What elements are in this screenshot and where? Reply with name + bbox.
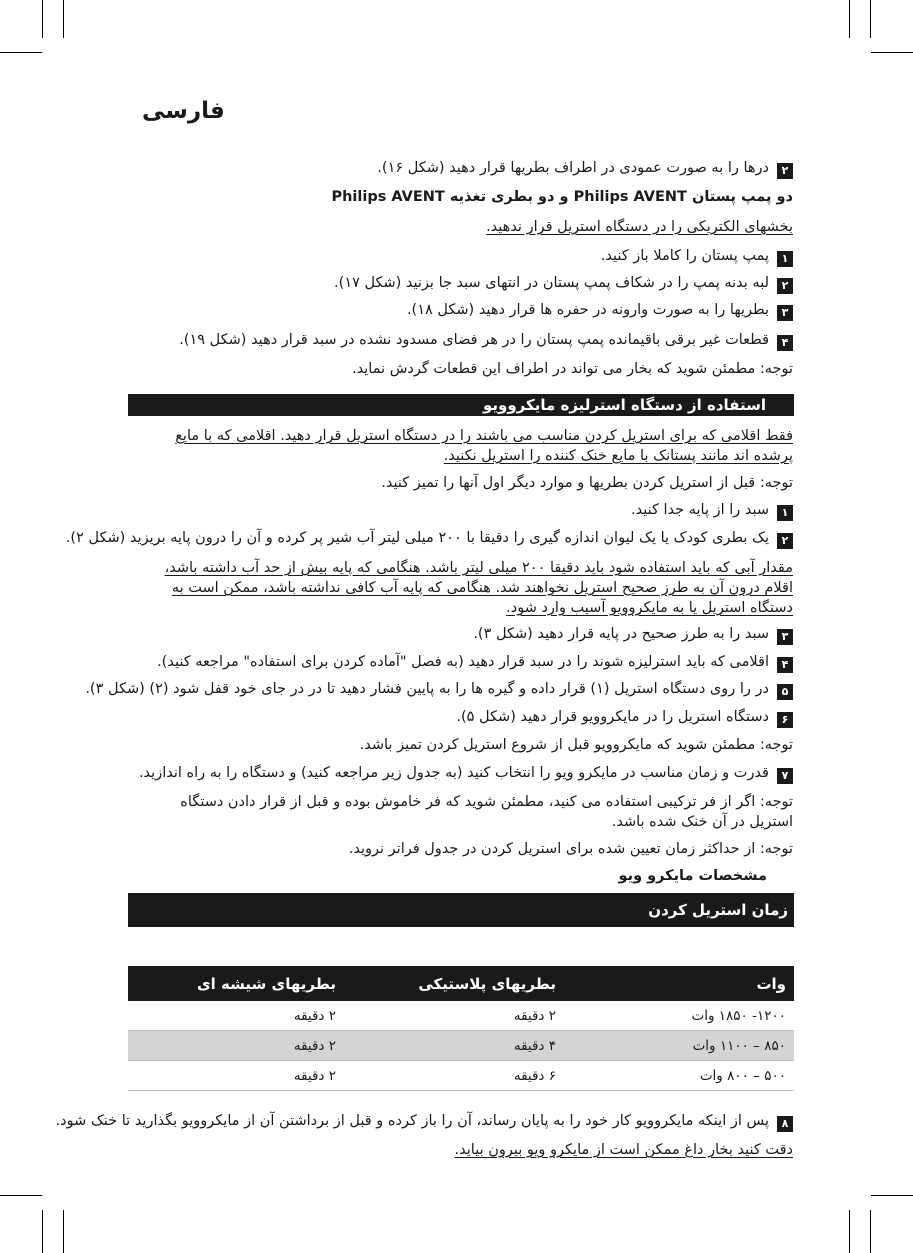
- crop-mark: [871, 52, 913, 53]
- step-3: [473, 624, 793, 645]
- crop-mark: [849, 1210, 850, 1253]
- step-text: بطریها را به صورت وارونه در حفره ها قرار دهید (شکل ۱۸).: [406, 302, 769, 318]
- table-cell: ۵۰۰ – ۸۰۰ وات: [699, 1067, 786, 1084]
- note-steam: توجه: مطمئن شوید که بخار می تواند در اطراف این قطعات گردش نماید.: [352, 361, 793, 377]
- step-text: در را روی دستگاه استریل (۱) قرار داده و گیره ها را به پایین فشار دهید تا در در جای خود قفل شود (۲) (شکل ۳).: [85, 681, 769, 697]
- step-2: [334, 273, 793, 294]
- step-text: قدرت و زمان مناسب در مایکرو ویو را انتخاب کنید (به جدول زیر مراجعه کنید) و دستگاه را به راه اندازید.: [138, 765, 769, 781]
- warning-electrical: بخشهای الکتریکی را در دستگاه استریل قرار ندهید.: [486, 219, 793, 235]
- step-text: قطعات غیر برقی باقیمانده پمپ پستان را در هر فضای مسدود نشده در سبد قرار دهید (شکل ۱۹).: [179, 332, 769, 348]
- table-cell: ۶ دقیقه: [513, 1067, 556, 1084]
- table-cell: ۸۵۰ – ۱۱۰۰ وات: [692, 1037, 786, 1054]
- note-clean-microwave: توجه: مطمئن شوید که مایکروویو قبل از شروع استریل کردن تمیز باشد.: [359, 737, 793, 753]
- step-number: ۲: [777, 533, 793, 549]
- step-1: [631, 500, 793, 521]
- note-max-time: توجه: از حداکثر زمان تعیین شده برای استریل کردن در جدول فراتر نروید.: [348, 841, 793, 857]
- subheading-breast-pumps: دو پمپ پستان Philips AVENT و دو بطری تغذیه Philips AVENT: [331, 189, 793, 205]
- warning-water-amount: مقدار آبی که باید استفاده شود باید دقیقا ۲۰۰ میلی لیتر باشد. هنگامی که پایه بیش از حد آب داشته باشد، اقلام درون آن به طرز صحیح استریل نخواهند شد. هنگامی که پایه آب کافی نداشته باشد، ممکن است به دستگاه استریل یا به مایکروویو آسیب وارد شود.: [164, 560, 793, 616]
- section-heading: [128, 394, 794, 416]
- table-cell: ۱۲۰۰- ۱۸۵۰ وات: [691, 1007, 786, 1024]
- table-row: [128, 1001, 794, 1031]
- crop-mark: [870, 0, 871, 38]
- step-text: لبه بدنه پمپ را در شکاف پمپ پستان در انتهای سبد جا بزنید (شکل ۱۷).: [334, 275, 769, 291]
- step-number: ۵: [777, 684, 793, 700]
- sterilisation-time-table: [128, 966, 794, 1091]
- crop-mark: [871, 1195, 913, 1196]
- step-text: اقلامی که باید استرلیزه شوند را در سبد قرار دهید (به فصل "آماده کردن برای استفاده" مراجعه کنید).: [157, 654, 769, 670]
- step-1: [601, 246, 793, 267]
- step-4: [179, 330, 793, 351]
- table-cell: ۲ دقیقه: [293, 1007, 336, 1024]
- step-number: ۱: [777, 505, 793, 521]
- crop-mark: [42, 0, 43, 38]
- step-text: سبد را به طرز صحیح در پایه قرار دهید (شکل ۳).: [473, 626, 769, 642]
- step-number: ۷: [777, 768, 793, 784]
- note-combination-oven: توجه: اگر از فر ترکیبی استفاده می کنید، مطمئن شوید که فر خاموش بوده و قبل از قرار دادن دستگاه استریل در آن خنک شده باشد.: [180, 794, 793, 830]
- section-heading-text: استفاده از دستگاه استرلیزه مایکروویو: [482, 396, 766, 414]
- crop-mark: [849, 0, 850, 38]
- crop-mark: [0, 52, 42, 53]
- section-heading-text: زمان استریل کردن: [648, 901, 788, 919]
- step-text: پمپ پستان را کاملا باز کنید.: [600, 248, 769, 264]
- step-number: ۸: [777, 1116, 793, 1132]
- table-cell: ۲ دقیقه: [513, 1007, 556, 1024]
- crop-mark: [42, 1210, 43, 1253]
- warning-hot-steam: دقت کنید بخار داغ ممکن است از مایکرو ویو بیرون بیاید.: [454, 1142, 793, 1158]
- step-8: [56, 1111, 793, 1132]
- step-number: ۴: [777, 335, 793, 351]
- step-7: [139, 763, 793, 784]
- step-number: ۱: [777, 251, 793, 267]
- step-text: پس از اینکه مایکروویو کار خود را به پایان رساند، آن را باز کرده و قبل از برداشتن آن از مایکروویو بگذارید تا خنک شود.: [55, 1113, 769, 1129]
- step-number: ۳: [777, 629, 793, 645]
- table-header: [128, 966, 794, 1001]
- step-text: سبد را از پایه جدا کنید.: [631, 502, 769, 518]
- step-number: ۲: [777, 163, 793, 179]
- warning-suitable-items: فقط اقلامی که برای استریل کردن مناسب می باشند را در دستگاه استریل قرار دهید. اقلامی که با مایع پرشده اند مانند پستانک با مایع خنک کننده را استریل نکنید.: [175, 428, 793, 464]
- step-number: ۲: [777, 278, 793, 294]
- step-6: [456, 707, 793, 728]
- step-2: [66, 528, 793, 549]
- note-clean: توجه: قبل از استریل کردن بطریها و موارد دیگر اول آنها را تمیز کنید.: [381, 475, 793, 491]
- step-5: [85, 679, 793, 700]
- step-text: دستگاه استریل را در مایکروویو قرار دهید (شکل ۵).: [456, 709, 769, 725]
- table-cell: ۲ دقیقه: [293, 1037, 336, 1054]
- step-text: یک بطری کودک یا یک لیوان اندازه گیری را دقیقا با ۲۰۰ میلی لیتر آب شیر پر کرده و آن را درون پایه بریزید (شکل ۲).: [65, 530, 769, 546]
- crop-mark: [0, 1195, 42, 1196]
- table-header-cell: وات: [756, 974, 786, 993]
- section-heading: [128, 893, 794, 927]
- step-number: ۳: [777, 305, 793, 321]
- table-cell: ۲ دقیقه: [293, 1067, 336, 1084]
- table-header-cell: بطریهای شیشه ای: [196, 974, 336, 993]
- step-3: [407, 300, 793, 321]
- table-header-cell: بطریهای پلاستیکی: [418, 974, 556, 993]
- step-text: درها را به صورت عمودی در اطراف بطریها قرار دهید (شکل ۱۶).: [377, 160, 769, 176]
- crop-mark: [63, 1210, 64, 1253]
- step-number: ۴: [777, 657, 793, 673]
- step-4: [157, 652, 793, 673]
- subheading-microwave-specs: مشخصات مایکرو ویو: [618, 868, 767, 884]
- crop-mark: [63, 0, 64, 38]
- step-2-doors: [377, 158, 793, 179]
- page-title: فارسی: [142, 98, 225, 124]
- crop-mark: [870, 1210, 871, 1253]
- table-cell: ۴ دقیقه: [513, 1037, 556, 1054]
- table-row: [128, 1061, 794, 1091]
- table-row: [128, 1031, 794, 1061]
- step-number: ۶: [777, 712, 793, 728]
